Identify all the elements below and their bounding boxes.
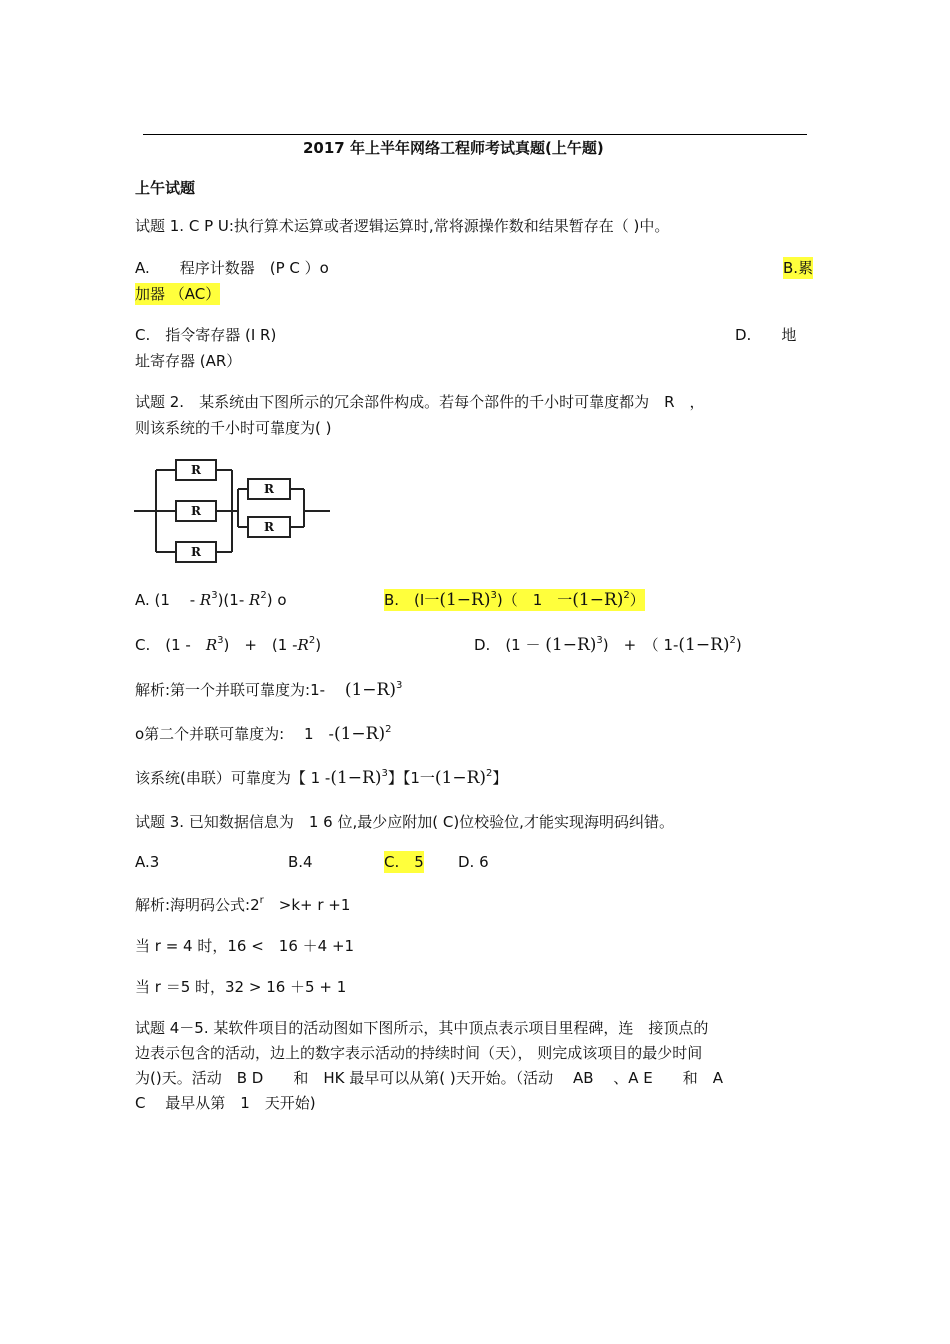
q2-option-d: D. $(1 - (1-R)^3)$ + （ $1-(1-R)^2$) <box>474 635 742 655</box>
redundant-system-diagram <box>134 453 330 569</box>
section-heading: 上午试题 <box>135 179 196 197</box>
q2-option-a: A. (1 - $R^3)(1-$ $R^2$) o <box>135 590 287 609</box>
q45-text-line3: 为()天。活动 B D 和 HK 最早可以从第( )天开始。（活动 AB 、A E 和 A <box>135 1069 724 1087</box>
component-label: R <box>191 545 201 559</box>
q3-option-c: C. 5 <box>384 853 424 871</box>
q1-option-b-part1: B.累 <box>783 259 814 277</box>
q3-option-b: B.4 <box>288 853 313 871</box>
component-label: R <box>264 520 274 534</box>
component-label: R <box>264 482 274 496</box>
q3-explanation-2: 当 r = 4 时，16 < 16 ＋4 +1 <box>135 937 355 955</box>
q45-text-line4: C 最早从第 1 天开始) <box>135 1094 316 1112</box>
header-rule <box>143 134 807 135</box>
q3-text: 试题 3. 已知数据信息为 1 6 位,最少应附加( C)位校验位,才能实现海明码纠错。 <box>135 813 674 831</box>
q1-option-d-part2: 址寄存器 (AR） <box>135 352 242 370</box>
q1-option-c: C. 指令寄存器 (I R) <box>135 326 277 344</box>
q3-explanation-3: 当 r ＝5 时，32 > 16 ＋5 + 1 <box>135 978 347 996</box>
q45-text-line2: 边表示包含的活动，边上的数字表示活动的持续时间（天）， 则完成该项目的最少时间 <box>135 1044 703 1062</box>
page-title: 2017 年上半年网络工程师考试真题(上午题) <box>303 139 604 157</box>
q1-option-b-part2: 加器 （AC） <box>135 285 221 303</box>
q2-text-line1: 试题 2. 某系统由下图所示的冗余部件构成。若每个部件的千小时可靠度都为 R ， <box>135 393 705 411</box>
q45-text-line1: 试题 4－5. 某软件项目的活动图如下图所示，其中顶点表示项目里程碑，连 接顶点的 <box>135 1019 709 1037</box>
component-label: R <box>191 504 201 518</box>
q2-explanation-3: 该系统(串联）可靠度为【 1 $-(1-R)^3$】【1一$(1-R)^2$】 <box>135 768 508 788</box>
q1-option-a: A. 程序计数器 (P C ）o <box>135 259 329 277</box>
q2-option-b: B. (I一$(1-R)^3$)（ 1 一$(1-R)^2$） <box>384 590 645 610</box>
q2-explanation-2: o第二个并联可靠度为: 1 $-(1-R)^2$ <box>135 724 392 744</box>
q2-option-c: C. (1 - $R^3$) + (1 $-R^2$) <box>135 635 322 654</box>
q3-explanation-1: 解析:海明码公式$:2^r$ >k+ r +1 <box>135 895 351 914</box>
component-label: R <box>191 463 201 477</box>
q3-option-a: A.3 <box>135 853 160 871</box>
q1-text: 试题 1. C P U:执行算术运算或者逻辑运算时,常将源操作数和结果暂存在（ )中。 <box>135 217 670 235</box>
q2-text-line2: 则该系统的千小时可靠度为( ) <box>135 419 332 437</box>
q2-explanation-1: 解析:第一个并联可靠度为:1- $(1-R)^3$ <box>135 680 403 700</box>
q3-option-d: D. 6 <box>458 853 489 871</box>
q1-option-d-part1: D. 地 <box>735 326 797 344</box>
